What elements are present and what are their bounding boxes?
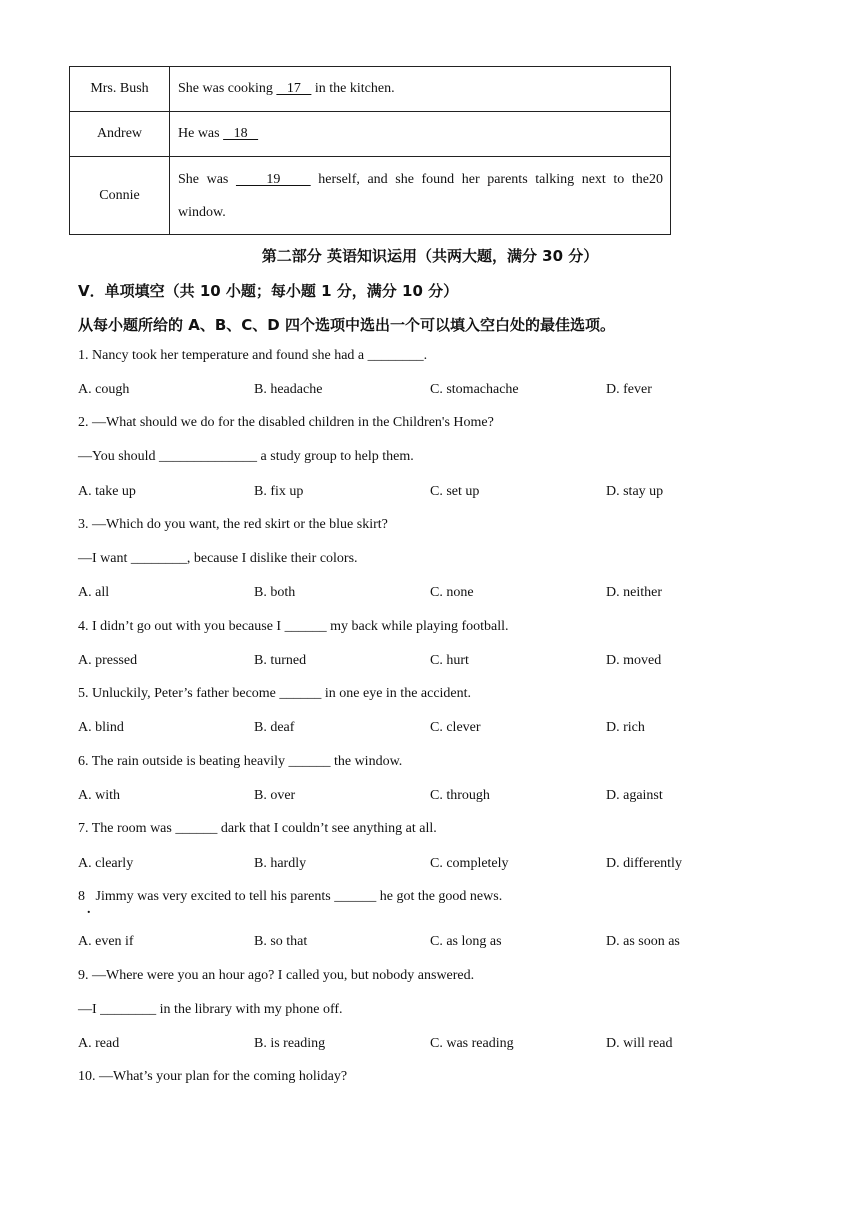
option-b[interactable]: B. is reading [254,1036,326,1051]
option-a[interactable]: A. with [78,788,120,803]
question-text: 5. Unluckily, Peter’s father become ______ in one eye in the accident. [78,686,472,701]
option-b[interactable]: B. both [254,585,296,600]
option-d[interactable]: D. fever [606,382,652,397]
option-d[interactable]: D. differently [606,856,682,871]
person-name: Connie [70,157,170,235]
dialogue-table [69,66,671,235]
activity-line: window. [178,204,226,220]
instruction: 从每小题所给的 A、B、C、D 四个选项中选出一个可以填入空白处的最佳选项。 [78,316,615,334]
option-b[interactable]: B. hardly [254,856,307,871]
person-activity [170,157,671,235]
question-text: 10. —What’s your plan for the coming holiday? [78,1069,348,1084]
option-a[interactable]: A. cough [78,382,130,397]
option-a[interactable]: A. take up [78,484,136,499]
person-activity [170,112,671,157]
option-d[interactable]: D. stay up [606,484,664,499]
question-text: 2. —What should we do for the disabled children in the Children's Home? [78,415,494,430]
blank-18: 18 [223,126,259,141]
option-b[interactable]: B. turned [254,653,307,668]
option-c[interactable]: C. completely [430,856,509,871]
option-c[interactable]: C. as long as [430,934,502,949]
question-text: 6. The rain outside is beating heavily ______ the window. [78,754,403,769]
person-activity [170,67,671,112]
activity-text: She was [178,171,236,187]
option-d[interactable]: D. neither [606,585,662,600]
option-b[interactable]: B. headache [254,382,323,397]
person-name: Mrs. Bush [70,67,170,112]
option-c[interactable]: C. set up [430,484,480,499]
blank-19: 19 [235,171,311,187]
table-row [70,157,671,235]
question-text: 4. I didn’t go out with you because I ______ my back while playing football. [78,619,509,634]
question-text: —I ________ in the library with my phone off. [78,1002,343,1017]
person-name: Andrew [70,112,170,157]
option-a[interactable]: A. even if [78,934,134,949]
part-title: V．单项填空（共 10 小题；每小题 1 分，满分 10 分） [78,282,459,300]
question-text: 7. The room was ______ dark that I couldn’t see anything at all. [78,821,437,836]
option-a[interactable]: A. all [78,585,110,600]
option-c[interactable]: C. none [430,585,474,600]
activity-text: herself, and she found her parents talking next to the20 [310,171,663,187]
table-row [70,112,671,157]
question-text: —I want ________, because I dislike their colors. [78,551,358,566]
option-a[interactable]: A. clearly [78,856,134,871]
option-d[interactable]: D. against [606,788,663,803]
question-text: 1. Nancy took her temperature and found she had a ________. [78,348,428,363]
option-c[interactable]: C. stomachache [430,382,519,397]
activity-text: in the kitchen. [311,81,395,96]
table-row [70,67,671,112]
option-a[interactable]: A. blind [78,720,124,735]
blank-17: 17 [276,81,312,96]
option-a[interactable]: A. read [78,1036,120,1051]
option-d[interactable]: D. moved [606,653,662,668]
question-text: 3. —Which do you want, the red skirt or the blue skirt? [78,517,388,532]
option-d[interactable]: D. rich [606,720,645,735]
option-b[interactable]: B. over [254,788,296,803]
question-number-dot: . [87,902,91,917]
question-text: 9. —Where were you an hour ago? I called you, but nobody answered. [78,968,475,983]
activity-line [178,163,663,196]
option-c[interactable]: C. hurt [430,653,469,668]
section-title: 第二部分 英语知识运用（共两大题，满分 30 分） [261,247,599,265]
option-a[interactable]: A. pressed [78,653,138,668]
option-d[interactable]: D. as soon as [606,934,680,949]
option-d[interactable]: D. will read [606,1036,673,1051]
activity-text: She was cooking [178,81,277,96]
activity-text: He was [178,126,224,141]
option-b[interactable]: B. fix up [254,484,304,499]
option-b[interactable]: B. deaf [254,720,295,735]
option-b[interactable]: B. so that [254,934,308,949]
question-text: —You should ______________ a study group to help them. [78,449,414,464]
option-c[interactable]: C. clever [430,720,481,735]
question-text: 8 Jimmy was very excited to tell his parents ______ he got the good news. [78,889,503,904]
option-c[interactable]: C. was reading [430,1036,514,1051]
option-c[interactable]: C. through [430,788,490,803]
